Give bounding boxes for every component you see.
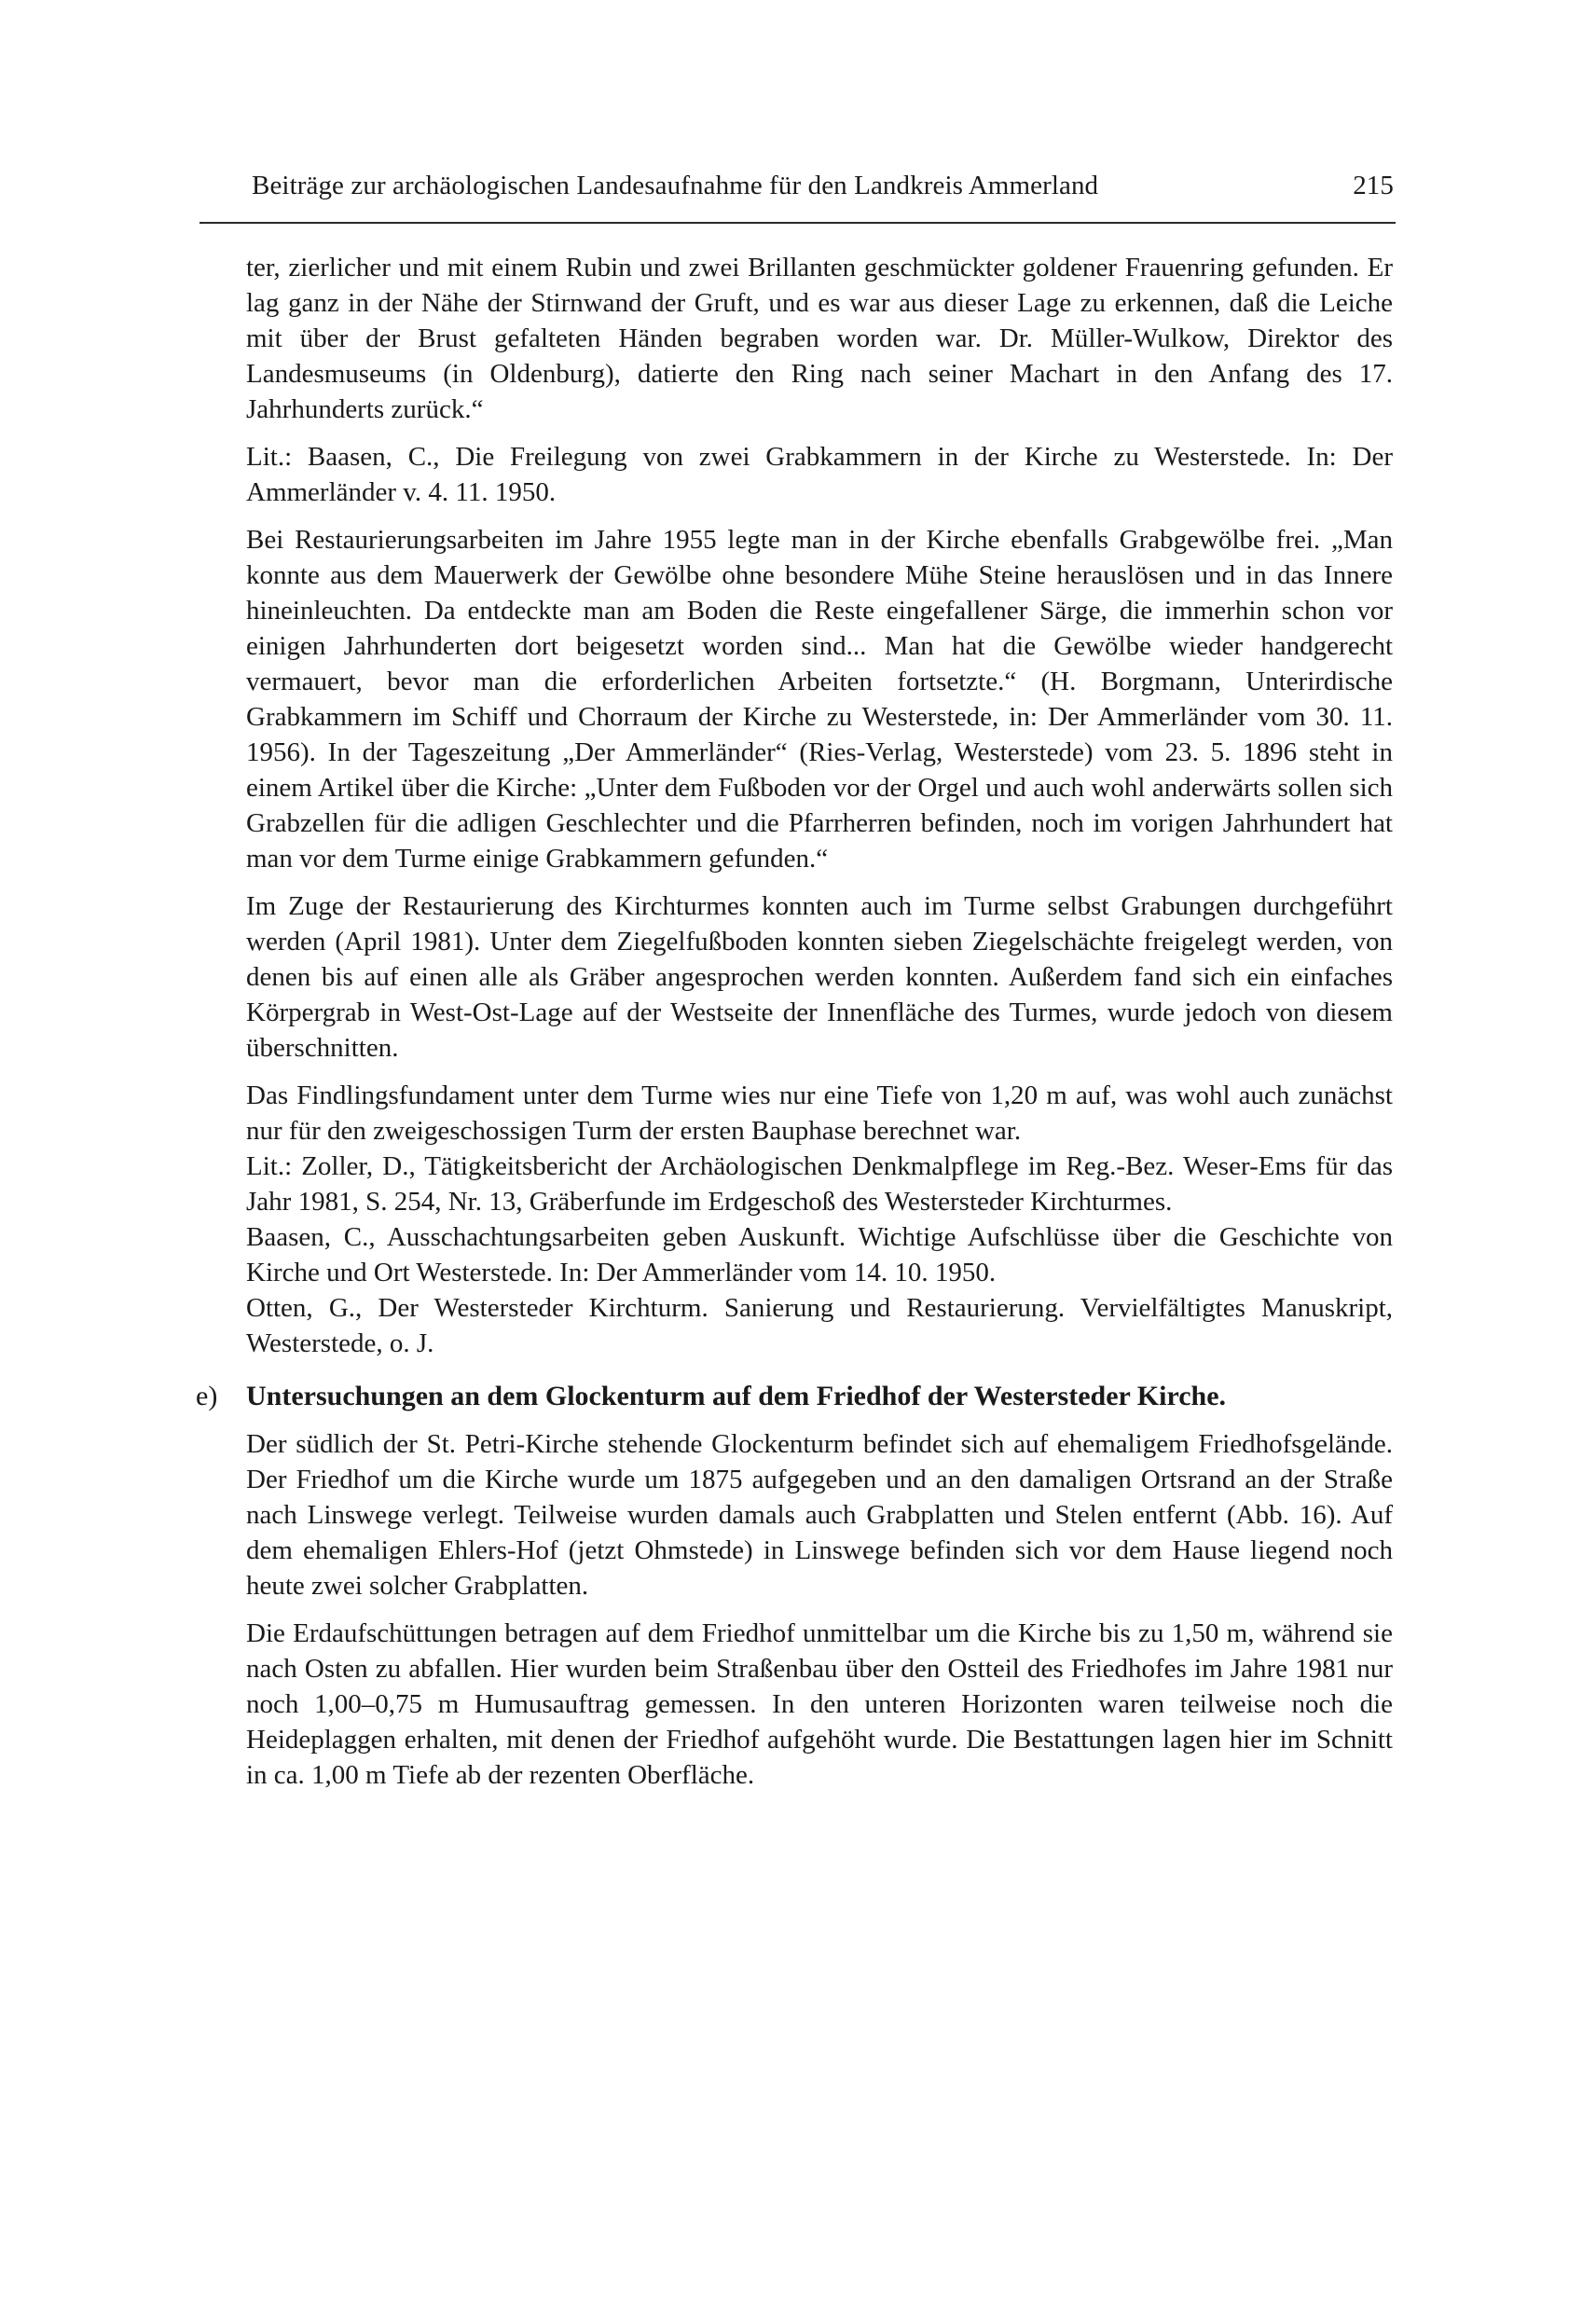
running-header-title: Beiträge zur archäologischen Landesaufnahme für den Landkreis Ammerland: [252, 171, 1099, 200]
page-number: 215: [1353, 171, 1394, 200]
section-letter: e): [196, 1381, 218, 1411]
paragraph-continuation: ter, zierlicher und mit einem Rubin und zwei Brillanten geschmückter goldener Frauenring gefunden. Er lag ganz in der Nähe der Stirnwand der Gruft, und es war aus dieser Lage zu erkennen, daß die Leiche mit über der Brust gefalteten Händen begraben worden war. Dr. Müller-Wulkow, Direktor des Landesmuseums (in Oldenburg), datierte den Ring nach seiner Machart in den Anfang des 17. Jahrhunderts zurück.“: [246, 253, 1393, 424]
section-heading-text: Untersuchungen an dem Glockenturm auf dem Friedhof der Westersteder Kirche.: [246, 1381, 1227, 1411]
running-header: [252, 171, 1394, 213]
paragraph-foundation: Das Findlingsfundament unter dem Turme wies nur eine Tiefe von 1,20 m auf, was wohl auch zunächst nur für den zweigeschossigen Turm der ersten Bauphase berechnet war.: [246, 1080, 1393, 1146]
section-heading: [196, 1379, 1393, 1414]
literature-reference: Otten, G., Der Westersteder Kirchturm. Sanierung und Restaurierung. Vervielfältigtes Manuskript, Westerstede, o. J.: [246, 1293, 1393, 1358]
paragraph-tower-excavation: Im Zuge der Restaurierung des Kirchturmes konnten auch im Turme selbst Grabungen durchgeführt werden (April 1981). Unter dem Ziegelfußboden konnten sieben Ziegelschächte freigelegt werden, von denen bis auf einen alle als Gräber angesprochen werden konnten. Außerdem fand sich ein einfaches Körpergrab in West-Ost-Lage auf der Westseite der Innenfläche des Turmes, wurde jedoch von diesem überschnitten.: [246, 891, 1393, 1063]
literature-reference: Lit.: Zoller, D., Tätigkeitsbericht der Archäologischen Denkmalpflege im Reg.-Bez. Weser-Ems für das Jahr 1981, S. 254, Nr. 13, Gräberfunde im Erdgeschoß des Westersteder Kirchturmes.: [246, 1151, 1393, 1217]
literature-reference: Baasen, C., Ausschachtungsarbeiten geben Auskunft. Wichtige Aufschlüsse über die Geschichte von Kirche und Ort Westerstede. In: Der Ammerländer vom 14. 10. 1950.: [246, 1222, 1393, 1287]
header-rule: [200, 222, 1396, 224]
literature-reference: Lit.: Baasen, C., Die Freilegung von zwei Grabkammern in der Kirche zu Westerstede. In: Der Ammerländer v. 4. 11. 1950.: [246, 442, 1393, 507]
paragraph-restoration-1955: Bei Restaurierungsarbeiten im Jahre 1955 legte man in der Kirche ebenfalls Grabgewölbe frei. „Man konnte aus dem Mauerwerk der Gewölbe ohne besondere Mühe Steine herauslösen und in das Innere hineinleuchten. Da entdeckte man am Boden die Reste eingefallener Särge, die immerhin schon vor einigen Jahrhunderten dort beigesetzt worden sind... Man hat die Gewölbe wieder handgerecht vermauert, bevor man die erforderlichen Arbeiten fortsetzte.“ (H. Borgmann, Unterirdische Grabkammern im Schiff und Chorraum der Kirche zu Westerstede, in: Der Ammerländer vom 30. 11. 1956). In der Tageszeitung „Der Ammerländer“ (Ries-Verlag, Westerstede) vom 23. 5. 1896 steht in einem Artikel über die Kirche: „Unter dem Fußboden vor der Orgel und auch wohl anderwärts sollen sich Grabzellen für die adligen Geschlechter und die Pfarrherren befinden, noch im vorigen Jahrhundert hat man vor dem Turme einige Grabkammern gefunden.“: [246, 525, 1393, 874]
body-text: [196, 250, 1393, 1793]
paragraph-churchyard-soil: Die Erdaufschüttungen betragen auf dem Friedhof unmittelbar um die Kirche bis zu 1,50 m, während sie nach Osten zu abfallen. Hier wurden beim Straßenbau über den Ostteil des Friedhofes im Jahre 1981 nur noch 1,00–0,75 m Humusauftrag gemessen. In den unteren Horizonten waren teilweise noch die Heideplaggen erhalten, mit denen der Friedhof aufgehöht wurde. Die Bestattungen lagen hier im Schnitt in ca. 1,00 m Tiefe ab der rezenten Oberfläche.: [246, 1618, 1393, 1790]
paragraph-bell-tower: Der südlich der St. Petri-Kirche stehende Glockenturm befindet sich auf ehemaligem Friedhofsgelände. Der Friedhof um die Kirche wurde um 1875 aufgegeben und an den damaligen Ortsrand an der Straße nach Linswege verlegt. Teilweise wurden damals auch Grabplatten und Stelen entfernt (Abb. 16). Auf dem ehemaligen Ehlers-Hof (jetzt Ohmstede) in Linswege befinden sich vor dem Hause liegend noch heute zwei solcher Grabplatten.: [246, 1429, 1393, 1601]
